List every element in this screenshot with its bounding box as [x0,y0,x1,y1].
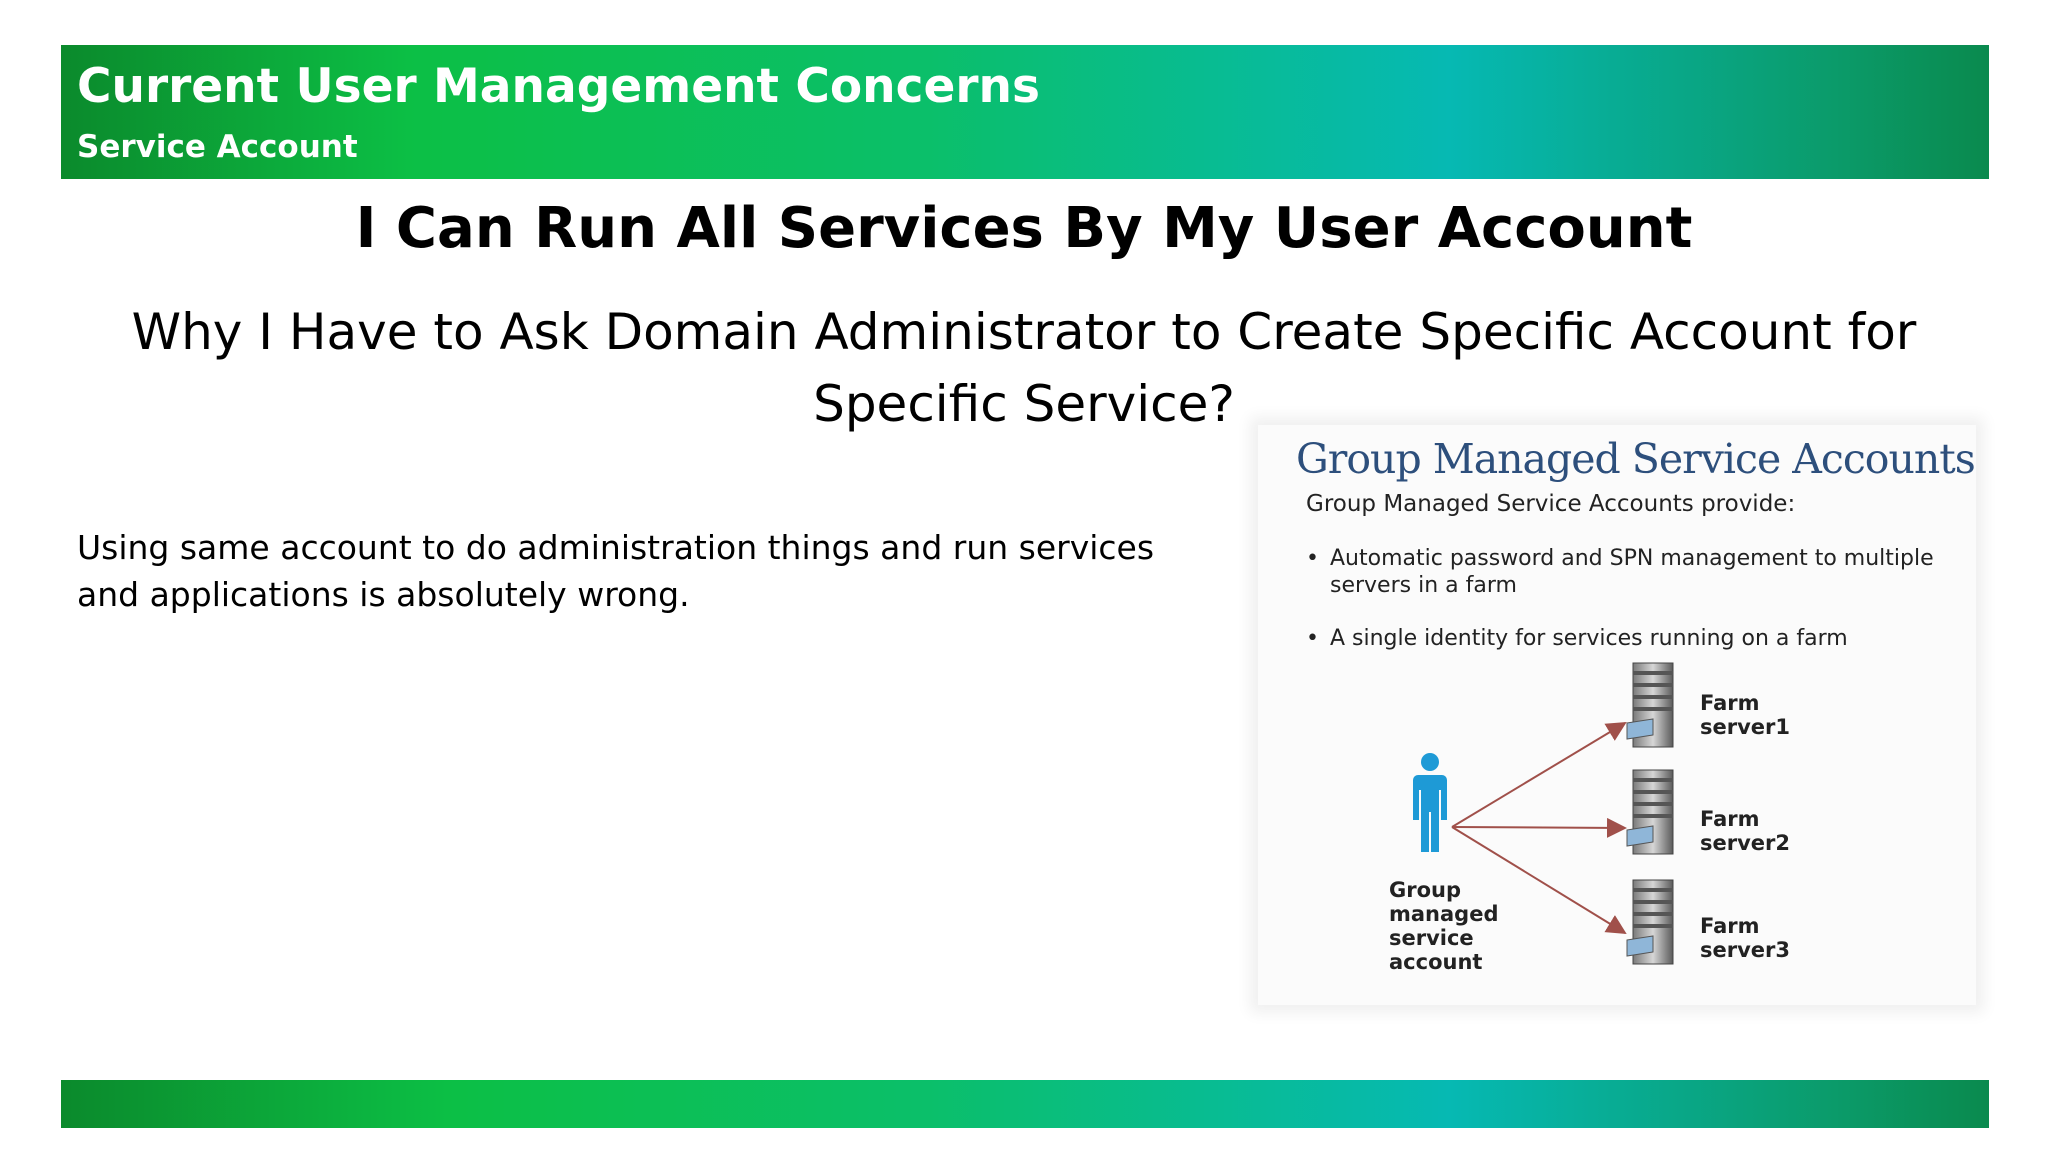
server-tower-icon [1627,880,1673,964]
figure-title: Group Managed Service Accounts [1296,435,1975,483]
account-label [1389,878,1498,974]
bullet-text: A single identity for services running on a farm [1330,626,1848,651]
server-tower-icon [1627,770,1673,854]
server-label-1 [1700,691,1790,739]
footer-band [61,1080,1989,1128]
account-label-line: Group [1389,878,1462,902]
header-title: Current User Management Concerns [77,59,1040,114]
bullet-text: Automatic password and SPN management to multiple servers in a farm [1330,546,1934,598]
gmsa-diagram [1258,425,1976,1005]
body-paragraph: Using same account to do administration things and run services and applications is absolutely wrong. [77,528,1155,614]
gmsa-figure [1258,425,1976,1005]
server-label-line1: Farm [1700,914,1760,938]
server-tower-icon [1627,663,1673,747]
server-label-line1: Farm [1700,807,1760,831]
header-band [61,45,1989,179]
bullet-glyph: • [1306,546,1319,571]
slide-question: Why I Have to Ask Domain Administrator to Create Specific Account for Specific Service? [131,303,1917,433]
server-label-line2: server1 [1700,715,1790,739]
server-label-line2: server3 [1700,938,1790,962]
figure-subtitle: Group Managed Service Accounts provide: [1306,491,1796,517]
account-label-line: account [1389,950,1483,974]
arrow-to-server2 [1452,827,1625,828]
person-icon [1413,753,1447,852]
slide-title: I Can Run All Services By My User Account [355,196,1693,261]
server-label-3 [1700,914,1790,962]
server-label-line1: Farm [1700,691,1760,715]
account-label-line: managed [1389,902,1499,926]
bullet-glyph: • [1306,626,1319,651]
server-label-2 [1700,807,1790,855]
server-label-line2: server2 [1700,831,1790,855]
arrow-to-server1 [1452,723,1625,827]
account-label-line: service [1389,926,1474,950]
header-subtitle: Service Account [77,129,358,165]
